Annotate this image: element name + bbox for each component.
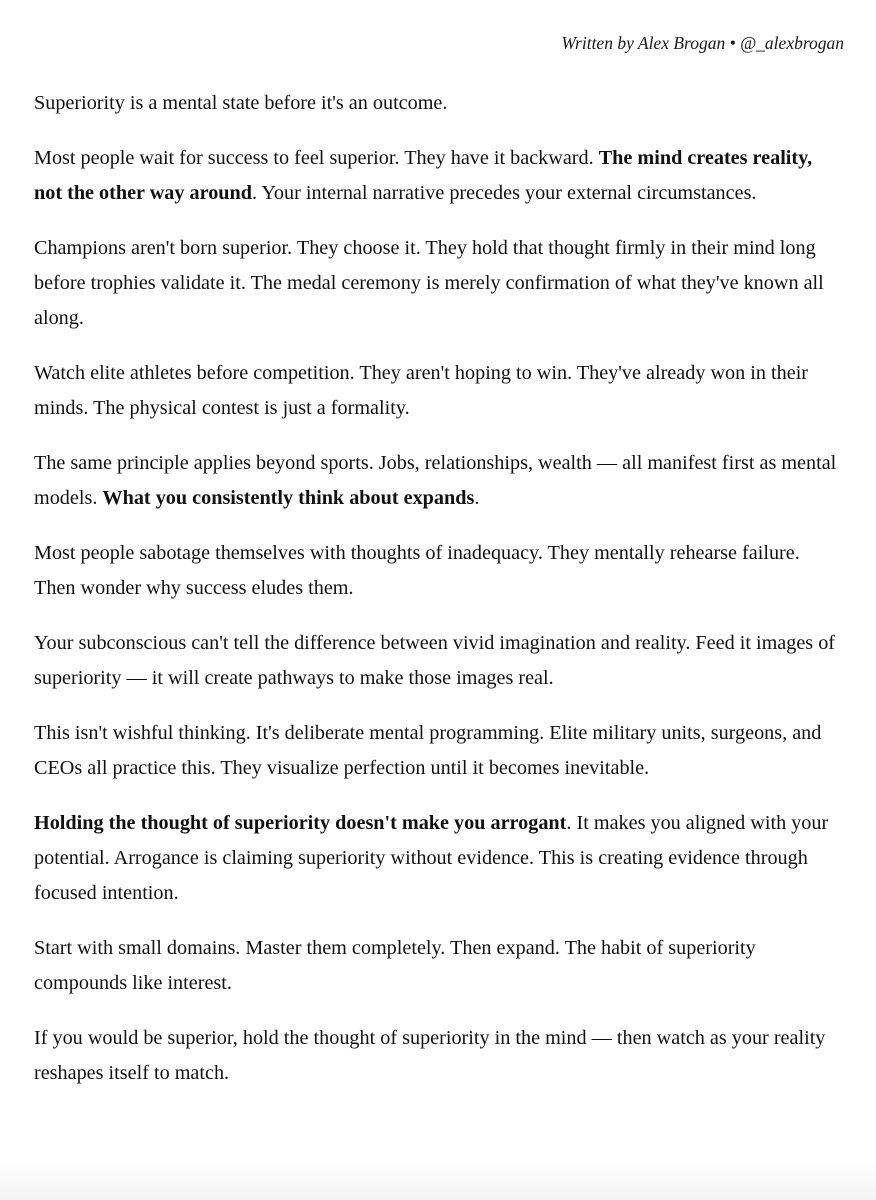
bold-text: Holding the thought of superiority doesn't make you arrogant <box>34 812 567 834</box>
article-paragraph <box>34 141 844 211</box>
text-segment: Your subconscious can't tell the difference between vivid imagination and reality. Feed it images of superiority — it will create pathways to make those images real. <box>34 632 836 689</box>
article-paragraph <box>34 1021 844 1091</box>
text-segment: . It makes you aligned with your potential. Arrogance is claiming superiority without evidence. This is creating evidence through focused intention. <box>34 812 829 904</box>
text-segment: Most people wait for success to feel superior. They have it backward. <box>34 147 599 169</box>
article-paragraph <box>34 931 844 1001</box>
article-paragraph <box>34 356 844 426</box>
article-paragraph <box>34 806 844 911</box>
article-paragraph <box>34 231 844 336</box>
text-segment: Champions aren't born superior. They choose it. They hold that thought firmly in their mind long before trophies validate it. The medal ceremony is merely confirmation of what they've known all along. <box>34 237 824 329</box>
text-segment: This isn't wishful thinking. It's deliberate mental programming. Elite military units, surgeons, and CEOs all practice this. They visualize perfection until it becomes inevitable. <box>34 722 822 779</box>
article-paragraph <box>34 626 844 696</box>
text-segment: . Your internal narrative precedes your external circumstances. <box>251 182 757 204</box>
bottom-fade <box>0 1162 876 1200</box>
bold-text: The mind creates reality, not the other way around <box>34 147 813 204</box>
bold-text: What you consistently think about expands <box>102 487 475 509</box>
author-byline: Written by Alex Brogan • @_alexbrogan <box>561 33 844 53</box>
article-body <box>34 86 844 1111</box>
text-segment: Superiority is a mental state before it's an outcome. <box>34 92 448 114</box>
text-segment: Most people sabotage themselves with thoughts of inadequacy. They mentally rehearse failure. Then wonder why success eludes them. <box>34 542 800 599</box>
text-segment: Watch elite athletes before competition. They aren't hoping to win. They've already won in their minds. The physical contest is just a formality. <box>34 362 809 419</box>
text-segment: If you would be superior, hold the thought of superiority in the mind — then watch as your reality reshapes itself to match. <box>34 1027 826 1084</box>
text-segment: Start with small domains. Master them completely. Then expand. The habit of superiority compounds like interest. <box>34 937 756 994</box>
article-paragraph <box>34 716 844 786</box>
article-paragraph <box>34 536 844 606</box>
article-paragraph <box>34 86 844 121</box>
text-segment: . <box>474 487 480 509</box>
article-paragraph <box>34 446 844 516</box>
text-segment: The same principle applies beyond sports. Jobs, relationships, wealth — all manifest first as mental models. <box>34 452 837 509</box>
